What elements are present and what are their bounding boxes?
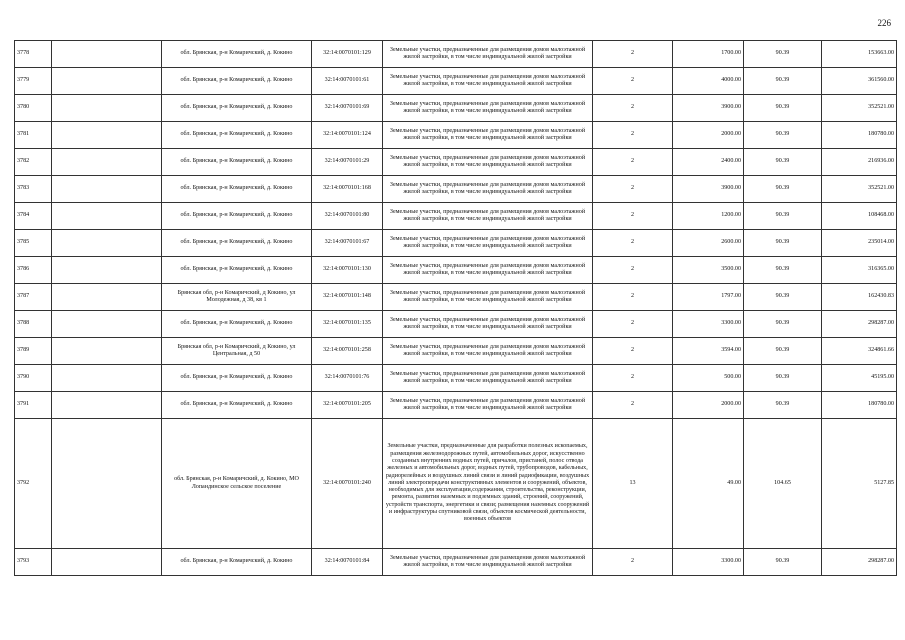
cadastral-number-cell: 32:14:0070101:67 [312,230,383,257]
rate-cell: 90.39 [744,549,822,576]
cadastral-value-cell: 5127.85 [822,419,897,549]
blank-cell [52,284,162,311]
row-number: 3792 [15,419,52,549]
cadastral-number-cell: 32:14:0070101:258 [312,338,383,365]
category-cell: 2 [593,365,673,392]
cadastral-number-cell: 32:14:0070101:135 [312,311,383,338]
cadastral-value-cell: 352521.00 [822,176,897,203]
category-cell: 2 [593,41,673,68]
blank-cell [52,338,162,365]
row-number: 3791 [15,392,52,419]
table-row [15,41,897,68]
rate-cell: 90.39 [744,68,822,95]
area-cell: 3300.00 [673,549,744,576]
row-number: 3786 [15,257,52,284]
rate-cell: 90.39 [744,365,822,392]
cadastral-value-cell: 216936.00 [822,149,897,176]
row-number: 3785 [15,230,52,257]
rate-cell: 90.39 [744,257,822,284]
category-cell: 2 [593,68,673,95]
blank-cell [52,149,162,176]
row-number: 3784 [15,203,52,230]
permitted-use-cell: Земельные участки, предназначенные для размещения домов малоэтажной жилой застройки, в том числе индивидуальной жилой застройки [383,549,593,576]
cadastral-number-cell: 32:14:0070101:148 [312,284,383,311]
area-cell: 49.00 [673,419,744,549]
cadastral-number-cell: 32:14:0070101:61 [312,68,383,95]
cadastral-value-cell: 324861.66 [822,338,897,365]
table-row [15,338,897,365]
table-row [15,203,897,230]
row-number: 3790 [15,365,52,392]
blank-cell [52,176,162,203]
blank-cell [52,41,162,68]
address-cell: обл. Брянская, р-н Комаричский, д. Кокино [162,95,312,122]
table-row [15,284,897,311]
rate-cell: 90.39 [744,230,822,257]
row-number: 3783 [15,176,52,203]
table-row [15,176,897,203]
category-cell: 2 [593,257,673,284]
category-cell: 2 [593,230,673,257]
permitted-use-cell: Земельные участки, предназначенные для размещения домов малоэтажной жилой застройки, в том числе индивидуальной жилой застройки [383,68,593,95]
row-number: 3780 [15,95,52,122]
category-cell: 2 [593,176,673,203]
permitted-use-cell: Земельные участки, предназначенные для размещения домов малоэтажной жилой застройки, в том числе индивидуальной жилой застройки [383,122,593,149]
address-cell: обл. Брянская, р-н Комаричский, д. Кокино [162,41,312,68]
rate-cell: 90.39 [744,149,822,176]
address-cell: обл. Брянская, р-н Комаричский, д. Кокино [162,68,312,95]
table-body [15,41,897,576]
cadastral-value-cell: 298287.00 [822,549,897,576]
blank-cell [52,419,162,549]
blank-cell [52,365,162,392]
area-cell: 3594.00 [673,338,744,365]
blank-cell [52,230,162,257]
address-cell: обл. Брянская, р-н Комаричский, д. Кокино [162,230,312,257]
table-row [15,419,897,549]
cadastral-number-cell: 32:14:0070101:80 [312,203,383,230]
blank-cell [52,68,162,95]
permitted-use-cell: Земельные участки, предназначенные для размещения домов малоэтажной жилой застройки, в том числе индивидуальной жилой застройки [383,95,593,122]
area-cell: 3900.00 [673,95,744,122]
cadastral-number-cell: 32:14:0070101:205 [312,392,383,419]
address-cell: обл. Брянская, р-н Комаричский, д. Кокино, МО Лопандинское сельское поселение [162,419,312,549]
permitted-use-cell: Земельные участки, предназначенные для размещения домов малоэтажной жилой застройки, в том числе индивидуальной жилой застройки [383,338,593,365]
category-cell: 2 [593,284,673,311]
permitted-use-cell: Земельные участки, предназначенные для размещения домов малоэтажной жилой застройки, в том числе индивидуальной жилой застройки [383,365,593,392]
table-row [15,95,897,122]
area-cell: 1200.00 [673,203,744,230]
rate-cell: 90.39 [744,41,822,68]
cadastral-number-cell: 32:14:0070101:240 [312,419,383,549]
cadastral-value-cell: 298287.00 [822,311,897,338]
permitted-use-cell: Земельные участки, предназначенные для разработки полезных ископаемых, размещения железнодорожных путей, автомобильных дорог, искусственно созданных внутренних водных путей, причалов, пристаней, полос отвода железных и автомобильных дорог, водных путей, трубопроводов, кабельных, радиорелейных и воздушных линий связи и линий радиофикации, воздушных линий электропередачи конструктивных элементов и сооружений, объектов, необходимых для эксплуатации,содержания, строительства, реконструкции, ремонта, развития наземных и подземных зданий, строений, сооружений, устройств транспорта, энергетики и связи; размещения наземных сооружений и инфраструктуры спутниковой связи, объектов космической деятельности, военных объектов [383,419,593,549]
address-cell: обл. Брянская, р-н Комаричский, д. Кокино [162,176,312,203]
rate-cell: 90.39 [744,95,822,122]
page-number: 226 [877,18,891,28]
cadastral-value-cell: 108468.00 [822,203,897,230]
row-number: 3778 [15,41,52,68]
category-cell: 2 [593,338,673,365]
cadastral-value-cell: 162430.83 [822,284,897,311]
permitted-use-cell: Земельные участки, предназначенные для размещения домов малоэтажной жилой застройки, в том числе индивидуальной жилой застройки [383,311,593,338]
area-cell: 3300.00 [673,311,744,338]
area-cell: 1797.00 [673,284,744,311]
cadastral-number-cell: 32:14:0070101:84 [312,549,383,576]
cadastral-number-cell: 32:14:0070101:76 [312,365,383,392]
rate-cell: 90.39 [744,392,822,419]
row-number: 3779 [15,68,52,95]
permitted-use-cell: Земельные участки, предназначенные для размещения домов малоэтажной жилой застройки, в том числе индивидуальной жилой застройки [383,176,593,203]
blank-cell [52,257,162,284]
table-row [15,365,897,392]
table-row [15,549,897,576]
category-cell: 13 [593,419,673,549]
cadastral-number-cell: 32:14:0070101:124 [312,122,383,149]
address-cell: обл. Брянская, р-н Комаричский, д. Кокино [162,149,312,176]
cadastral-value-cell: 361560.00 [822,68,897,95]
permitted-use-cell: Земельные участки, предназначенные для размещения домов малоэтажной жилой застройки, в том числе индивидуальной жилой застройки [383,41,593,68]
category-cell: 2 [593,149,673,176]
table-row [15,311,897,338]
address-cell: обл. Брянская, р-н Комаричский, д. Кокино [162,365,312,392]
table-row [15,122,897,149]
cadastral-value-cell: 352521.00 [822,95,897,122]
category-cell: 2 [593,392,673,419]
table-row [15,392,897,419]
cadastral-number-cell: 32:14:0070101:29 [312,149,383,176]
table-row [15,68,897,95]
category-cell: 2 [593,311,673,338]
address-cell: обл. Брянская, р-н Комаричский, д. Кокино [162,311,312,338]
area-cell: 1700.00 [673,41,744,68]
category-cell: 2 [593,549,673,576]
permitted-use-cell: Земельные участки, предназначенные для размещения домов малоэтажной жилой застройки, в том числе индивидуальной жилой застройки [383,392,593,419]
area-cell: 2600.00 [673,230,744,257]
rate-cell: 90.39 [744,311,822,338]
category-cell: 2 [593,122,673,149]
area-cell: 2000.00 [673,392,744,419]
area-cell: 2400.00 [673,149,744,176]
row-number: 3789 [15,338,52,365]
row-number: 3781 [15,122,52,149]
table-row [15,149,897,176]
area-cell: 2000.00 [673,122,744,149]
address-cell: обл. Брянская, р-н Комаричский, д. Кокино [162,203,312,230]
rate-cell: 90.39 [744,122,822,149]
rate-cell: 90.39 [744,203,822,230]
blank-cell [52,122,162,149]
rate-cell: 90.39 [744,176,822,203]
row-number: 3787 [15,284,52,311]
address-cell: обл. Брянская, р-н Комаричский, д. Кокино [162,122,312,149]
address-cell: Брянская обл, р-н Комаричский, д Кокино, ул Центральная, д 50 [162,338,312,365]
cadastral-value-cell: 45195.00 [822,365,897,392]
cadastral-value-cell: 153663.00 [822,41,897,68]
area-cell: 4000.00 [673,68,744,95]
cadastral-value-cell: 180780.00 [822,392,897,419]
permitted-use-cell: Земельные участки, предназначенные для размещения домов малоэтажной жилой застройки, в том числе индивидуальной жилой застройки [383,149,593,176]
rate-cell: 104.65 [744,419,822,549]
cadastral-number-cell: 32:14:0070101:129 [312,41,383,68]
address-cell: обл. Брянская, р-н Комаричский, д. Кокино [162,257,312,284]
table-row [15,257,897,284]
area-cell: 500.00 [673,365,744,392]
address-cell: обл. Брянская, р-н Комаричский, д. Кокино [162,549,312,576]
blank-cell [52,203,162,230]
cadastral-value-cell: 180780.00 [822,122,897,149]
rate-cell: 90.39 [744,338,822,365]
blank-cell [52,549,162,576]
rate-cell: 90.39 [744,284,822,311]
cadastral-number-cell: 32:14:0070101:69 [312,95,383,122]
address-cell: обл. Брянская, р-н Комаричский, д. Кокино [162,392,312,419]
permitted-use-cell: Земельные участки, предназначенные для размещения домов малоэтажной жилой застройки, в том числе индивидуальной жилой застройки [383,257,593,284]
table-row [15,230,897,257]
cadastral-number-cell: 32:14:0070101:168 [312,176,383,203]
address-cell: Брянская обл, р-н Комаричский, д Кокино, ул Молодежная, д 38, кв 1 [162,284,312,311]
land-registry-table [14,40,897,576]
cadastral-number-cell: 32:14:0070101:130 [312,257,383,284]
cadastral-value-cell: 316365.00 [822,257,897,284]
cadastral-value-cell: 235014.00 [822,230,897,257]
area-cell: 3500.00 [673,257,744,284]
permitted-use-cell: Земельные участки, предназначенные для размещения домов малоэтажной жилой застройки, в том числе индивидуальной жилой застройки [383,230,593,257]
area-cell: 3900.00 [673,176,744,203]
permitted-use-cell: Земельные участки, предназначенные для размещения домов малоэтажной жилой застройки, в том числе индивидуальной жилой застройки [383,203,593,230]
row-number: 3788 [15,311,52,338]
blank-cell [52,392,162,419]
category-cell: 2 [593,203,673,230]
blank-cell [52,95,162,122]
row-number: 3793 [15,549,52,576]
row-number: 3782 [15,149,52,176]
blank-cell [52,311,162,338]
category-cell: 2 [593,95,673,122]
permitted-use-cell: Земельные участки, предназначенные для размещения домов малоэтажной жилой застройки, в том числе индивидуальной жилой застройки [383,284,593,311]
